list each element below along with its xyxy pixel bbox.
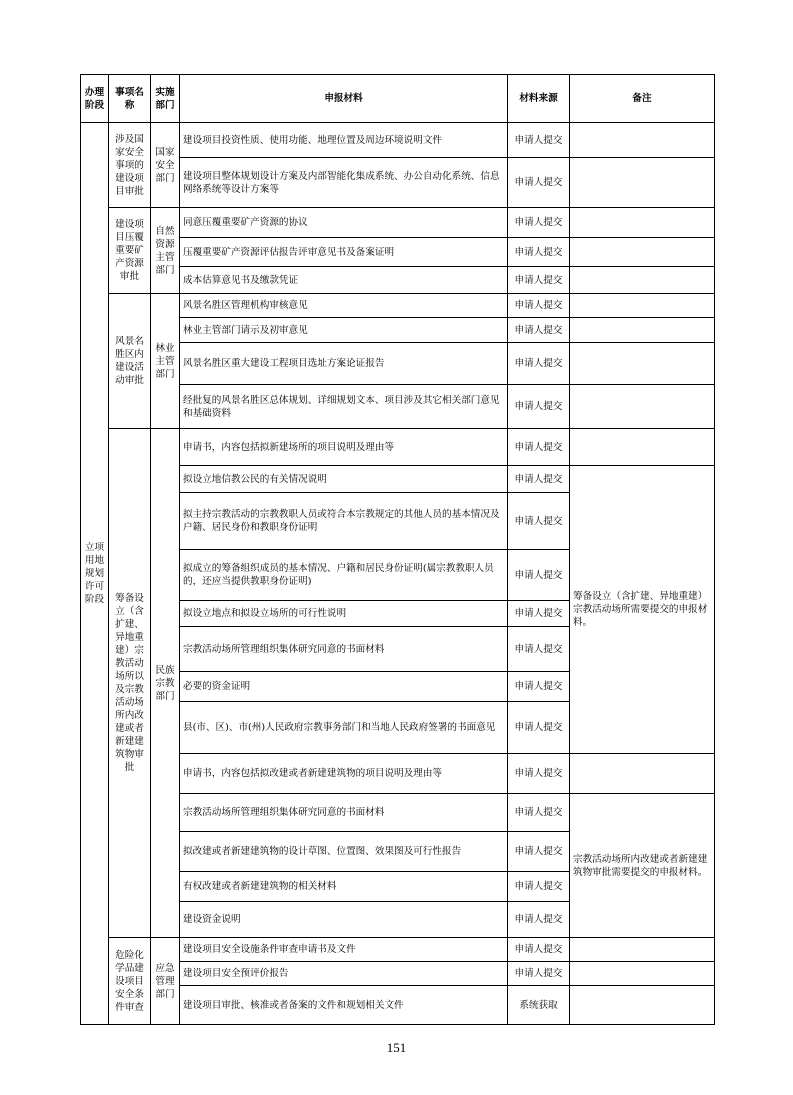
material-cell: 宗教活动场所管理组织集体研究同意的书面材料 bbox=[180, 794, 508, 832]
source-cell: 申请人提交 bbox=[508, 343, 570, 385]
material-cell: 申请书，内容包括拟改建或者新建建筑物的项目说明及理由等 bbox=[180, 754, 508, 794]
source-cell: 申请人提交 bbox=[508, 794, 570, 832]
note-cell bbox=[570, 343, 715, 385]
item-cell: 风景名胜区内建设活动审批 bbox=[109, 294, 151, 429]
material-cell: 压覆重要矿产资源评估报告评审意见书及备案证明 bbox=[180, 238, 508, 267]
source-cell: 申请人提交 bbox=[508, 318, 570, 343]
note-cell bbox=[570, 754, 715, 794]
note-cell bbox=[570, 208, 715, 238]
dept-cell: 自然资源主管部门 bbox=[151, 208, 180, 294]
dept-cell: 民族宗教部门 bbox=[151, 429, 180, 938]
stage-cell: 立项用地规划许可阶段 bbox=[81, 123, 109, 1025]
material-cell: 建设资金说明 bbox=[180, 902, 508, 938]
table-row bbox=[81, 429, 715, 466]
source-cell: 申请人提交 bbox=[508, 238, 570, 267]
dept-cell: 林业主管部门 bbox=[151, 294, 180, 429]
header-dept: 实施部门 bbox=[151, 75, 180, 123]
header-note: 备注 bbox=[570, 75, 715, 123]
header-source: 材料来源 bbox=[508, 75, 570, 123]
note-cell bbox=[570, 962, 715, 986]
source-cell: 申请人提交 bbox=[508, 962, 570, 986]
material-cell: 风景名胜区管理机构审核意见 bbox=[180, 294, 508, 318]
material-cell: 风景名胜区重大建设工程项目选址方案论证报告 bbox=[180, 343, 508, 385]
table-row bbox=[81, 294, 715, 318]
note-cell bbox=[570, 294, 715, 318]
material-cell: 建设项目安全预评价报告 bbox=[180, 962, 508, 986]
material-cell: 申请书，内容包括拟新建场所的项目说明及理由等 bbox=[180, 429, 508, 466]
note-cell: 筹备设立（含扩建、异地重建）宗教活动场所需要提交的申报材料。 bbox=[570, 466, 715, 754]
note-cell bbox=[570, 429, 715, 466]
item-cell: 危险化学品建设项目安全条件审查 bbox=[109, 938, 151, 1025]
item-cell: 建设项目压覆重要矿产资源审批 bbox=[109, 208, 151, 294]
material-cell: 建设项目投资性质、使用功能、地理位置及周边环境说明文件 bbox=[180, 123, 508, 158]
note-cell bbox=[570, 385, 715, 429]
dept-cell: 国家安全部门 bbox=[151, 123, 180, 208]
item-cell: 筹备设立（含扩建、异地重建）宗教活动场所以及宗教活动场所内改建或者新建建筑物审批 bbox=[109, 429, 151, 938]
note-cell bbox=[570, 318, 715, 343]
source-cell: 申请人提交 bbox=[508, 872, 570, 902]
material-cell: 同意压覆重要矿产资源的协议 bbox=[180, 208, 508, 238]
note-cell bbox=[570, 938, 715, 962]
source-cell: 系统获取 bbox=[508, 986, 570, 1025]
page-number: 151 bbox=[386, 1040, 407, 1055]
source-cell: 申请人提交 bbox=[508, 754, 570, 794]
source-cell: 申请人提交 bbox=[508, 208, 570, 238]
table-row bbox=[81, 938, 715, 962]
note-cell bbox=[570, 267, 715, 294]
material-cell: 建设项目整体规划设计方案及内部智能化集成系统、办公自动化系统、信息网络系统等设计方案等 bbox=[180, 158, 508, 208]
dept-cell: 应急管理部门 bbox=[151, 938, 180, 1025]
note-cell bbox=[570, 123, 715, 158]
material-cell: 拟改建或者新建建筑物的设计草图、位置图、效果图及可行性报告 bbox=[180, 832, 508, 872]
material-cell: 拟主持宗教活动的宗教教职人员或符合本宗教规定的其他人员的基本情况及户籍、居民身份和教职身份证明 bbox=[180, 493, 508, 550]
table-row bbox=[81, 123, 715, 158]
note-cell bbox=[570, 158, 715, 208]
application-materials-table bbox=[80, 74, 715, 1025]
header-row bbox=[81, 75, 715, 123]
header-material: 申报材料 bbox=[180, 75, 508, 123]
material-cell: 拟设立地点和拟设立场所的可行性说明 bbox=[180, 601, 508, 627]
material-cell: 宗教活动场所管理组织集体研究同意的书面材料 bbox=[180, 627, 508, 672]
source-cell: 申请人提交 bbox=[508, 601, 570, 627]
note-cell bbox=[570, 986, 715, 1025]
header-item: 事项名称 bbox=[109, 75, 151, 123]
material-cell: 林业主管部门请示及初审意见 bbox=[180, 318, 508, 343]
source-cell: 申请人提交 bbox=[508, 938, 570, 962]
item-cell: 涉及国家安全事项的建设项目审批 bbox=[109, 123, 151, 208]
source-cell: 申请人提交 bbox=[508, 158, 570, 208]
source-cell: 申请人提交 bbox=[508, 493, 570, 550]
material-cell: 有权改建或者新建建筑物的相关材料 bbox=[180, 872, 508, 902]
material-cell: 拟设立地信教公民的有关情况说明 bbox=[180, 466, 508, 493]
source-cell: 申请人提交 bbox=[508, 123, 570, 158]
source-cell: 申请人提交 bbox=[508, 294, 570, 318]
material-cell: 成本估算意见书及缴款凭证 bbox=[180, 267, 508, 294]
material-cell: 拟成立的筹备组织成员的基本情况、户籍和居民身份证明(属宗教教职人员的，还应当提供教职身份证明) bbox=[180, 550, 508, 601]
material-cell: 经批复的风景名胜区总体规划、详细规划文本、项目涉及其它相关部门意见和基础资料 bbox=[180, 385, 508, 429]
material-cell: 建设项目审批、核准或者备案的文件和规划相关文件 bbox=[180, 986, 508, 1025]
note-cell: 宗教活动场所内改建或者新建建筑物审批需要提交的申报材料。 bbox=[570, 794, 715, 938]
material-cell: 必要的资金证明 bbox=[180, 672, 508, 702]
source-cell: 申请人提交 bbox=[508, 550, 570, 601]
source-cell: 申请人提交 bbox=[508, 672, 570, 702]
source-cell: 申请人提交 bbox=[508, 627, 570, 672]
source-cell: 申请人提交 bbox=[508, 385, 570, 429]
material-cell: 县(市、区)、市(州)人民政府宗教事务部门和当地人民政府签署的书面意见 bbox=[180, 702, 508, 754]
note-cell bbox=[570, 238, 715, 267]
table-row bbox=[81, 208, 715, 238]
source-cell: 申请人提交 bbox=[508, 832, 570, 872]
header-stage: 办理阶段 bbox=[81, 75, 109, 123]
material-cell: 建设项目安全设施条件审查申请书及文件 bbox=[180, 938, 508, 962]
source-cell: 申请人提交 bbox=[508, 429, 570, 466]
source-cell: 申请人提交 bbox=[508, 267, 570, 294]
source-cell: 申请人提交 bbox=[508, 902, 570, 938]
source-cell: 申请人提交 bbox=[508, 702, 570, 754]
source-cell: 申请人提交 bbox=[508, 466, 570, 493]
